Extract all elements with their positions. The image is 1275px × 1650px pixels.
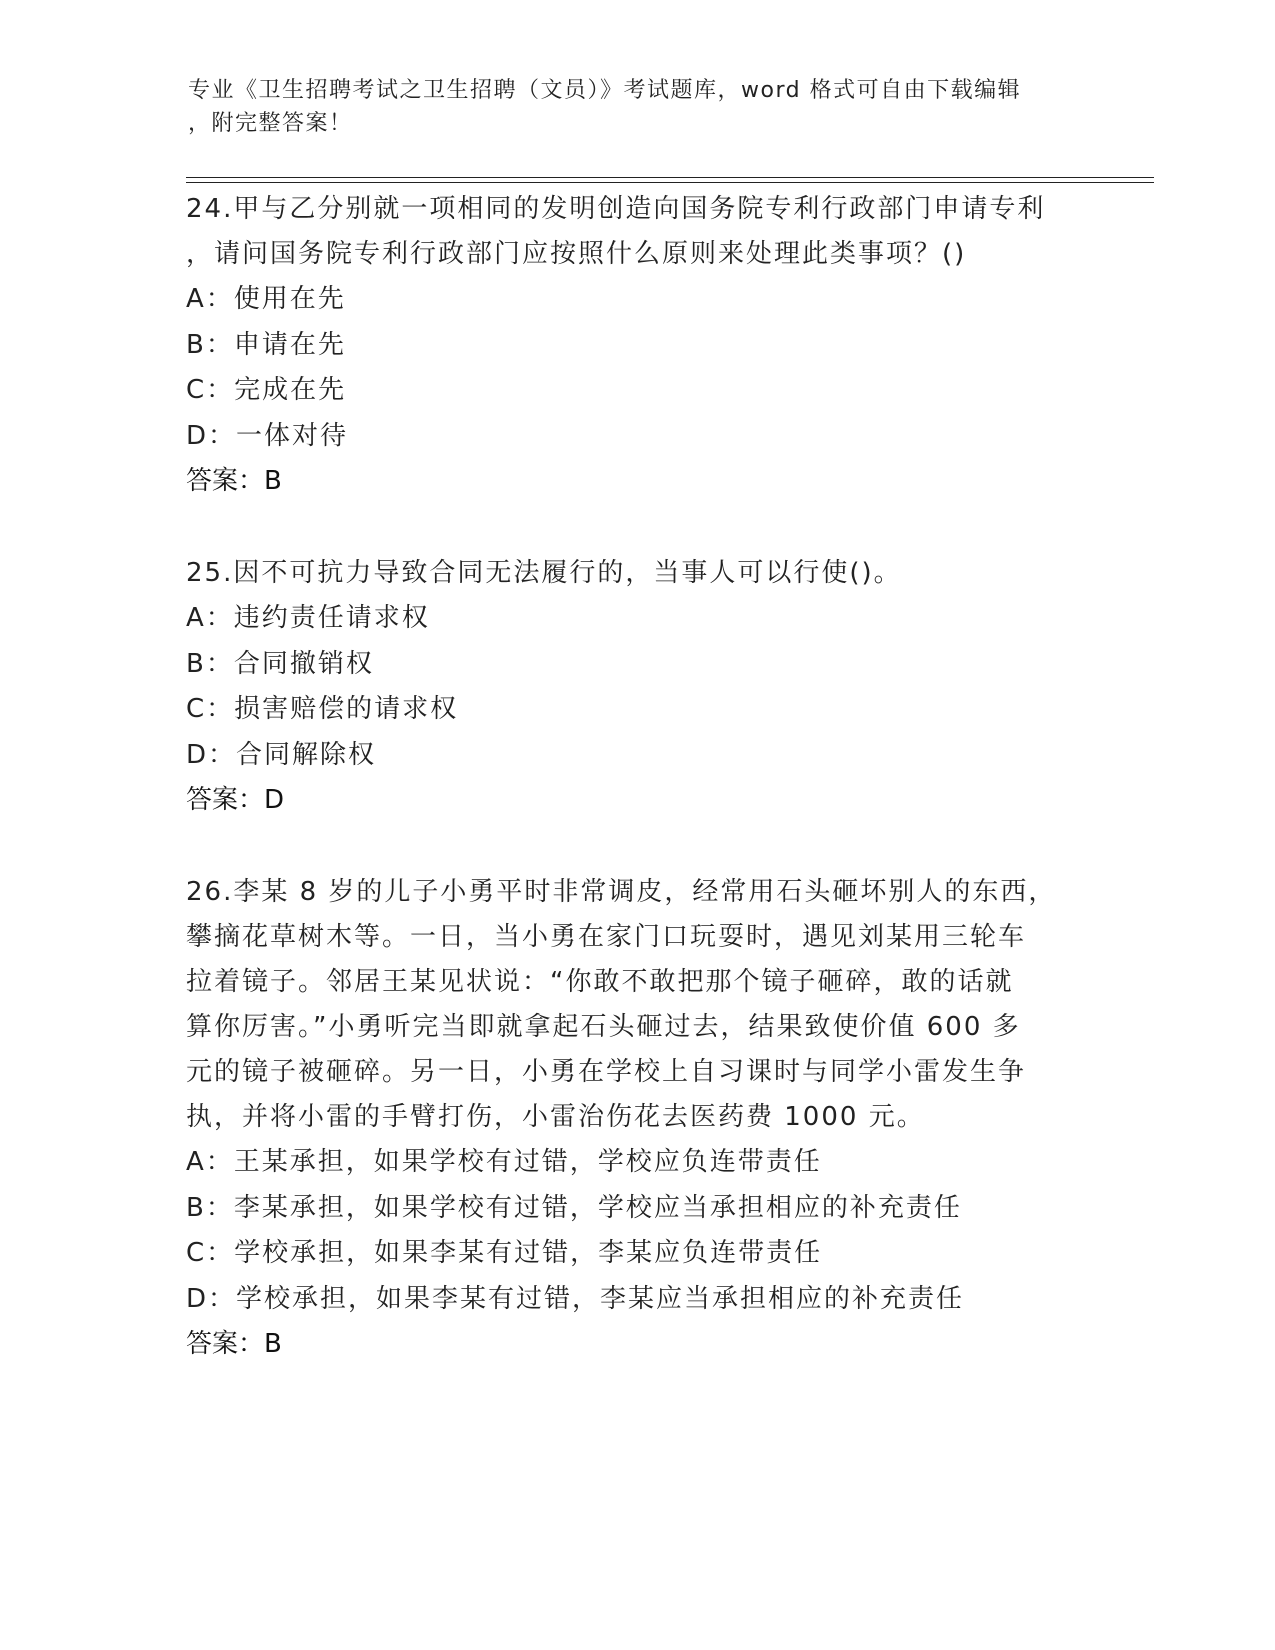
option-d: D：一体对待 — [186, 420, 349, 451]
question-text-line: 攀摘花草树木等。一日，当小勇在家门口玩耍时，遇见刘某用三轮车 — [186, 922, 1027, 952]
option-a: A：王某承担，如果学校有过错，学校应负连带责任 — [186, 1147, 822, 1177]
option-d: D：合同解除权 — [186, 739, 377, 770]
question-text-line: 拉着镜子。邻居王某见状说：“你敢不敢把那个镜子砸碎，敢的话就 — [186, 967, 1014, 997]
option-a: A：使用在先 — [186, 284, 346, 314]
option-b: B：申请在先 — [186, 329, 346, 360]
question-26 — [186, 870, 1086, 1368]
question-text — [186, 870, 1086, 1140]
option-c: C：损害赔偿的请求权 — [186, 694, 459, 724]
option-c: C：完成在先 — [186, 375, 347, 405]
question-24 — [186, 187, 1086, 505]
header-divider-bottom — [186, 182, 1154, 183]
question-text-line: 24.甲与乙分别就一项相同的发明创造向国务院专利行政部门申请专利 — [186, 194, 1046, 224]
answer-label: 答案： — [186, 1329, 265, 1359]
option-b: B：李某承担，如果学校有过错，学校应当承担相应的补充责任 — [186, 1192, 962, 1223]
question-text — [186, 551, 1086, 596]
header-divider-top — [186, 177, 1154, 178]
answer-value: B — [264, 466, 284, 496]
question-text-line: 执，并将小雷的手臂打伤，小雷治伤花去医药费 1000 元。 — [186, 1102, 925, 1132]
document-header — [188, 74, 1068, 140]
answer-value: B — [264, 1329, 284, 1359]
header-line-2: ，附完整答案！ — [188, 111, 353, 136]
question-text-line: 算你厉害。”小勇听完当即就拿起石头砸过去，结果致使价值 600 多 — [186, 1012, 1021, 1042]
option-a: A：违约责任请求权 — [186, 603, 430, 633]
question-text-line: 元的镜子被砸碎。另一日，小勇在学校上自习课时与同学小雷发生争 — [186, 1057, 1027, 1087]
question-25 — [186, 551, 1086, 824]
answer-line — [186, 459, 1086, 505]
answer-label: 答案： — [186, 785, 265, 815]
question-text-line: 25.因不可抗力导致合同无法履行的，当事人可以行使()。 — [186, 558, 902, 588]
answer-line — [186, 778, 1086, 824]
option-c: C：学校承担，如果李某有过错，李某应负连带责任 — [186, 1238, 823, 1268]
header-line-1: 专业《卫生招聘考试之卫生招聘（文员）》考试题库，word 格式可自由下载编辑 — [188, 78, 1022, 103]
question-text-line: ，请问国务院专利行政部门应按照什么原则来处理此类事项？() — [186, 239, 967, 269]
option-b: B：合同撤销权 — [186, 648, 374, 679]
answer-line — [186, 1322, 1086, 1368]
answer-value: D — [264, 785, 287, 815]
answer-label: 答案： — [186, 466, 265, 496]
option-d: D：学校承担，如果李某有过错，李某应当承担相应的补充责任 — [186, 1283, 965, 1314]
question-text-line: 26.李某 8 岁的儿子小勇平时非常调皮，经常用石头砸坏别人的东西， — [186, 877, 1057, 907]
question-text — [186, 187, 1086, 277]
